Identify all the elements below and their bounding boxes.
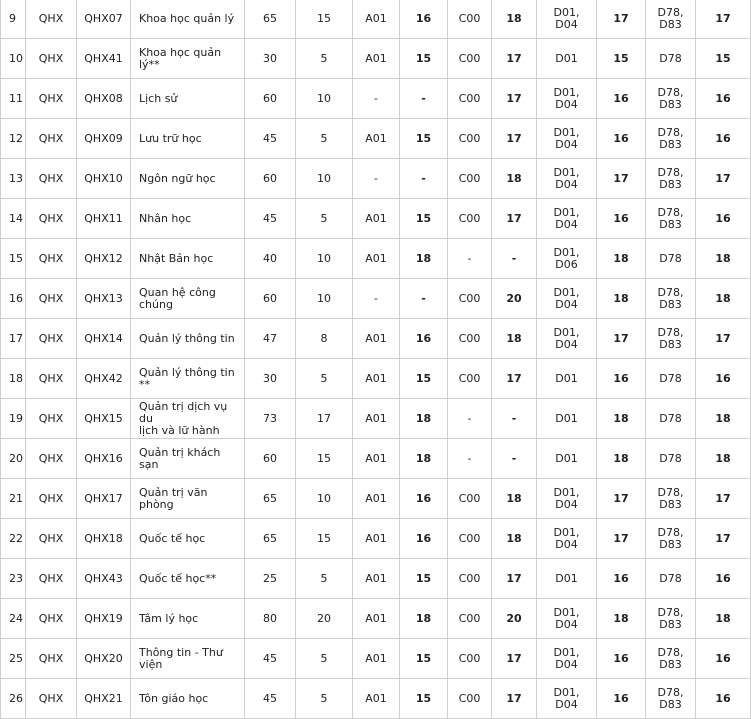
score-2-cell: 18 xyxy=(492,0,537,39)
table-row xyxy=(1,119,751,159)
table-row xyxy=(1,599,751,639)
subject-group-4-cell: D78, D83 xyxy=(646,199,696,239)
subject-group-1-cell: A01 xyxy=(353,679,400,719)
score-1-cell: 16 xyxy=(400,319,448,359)
exam-quota-cell: 5 xyxy=(296,359,353,399)
school-code-cell: QHX xyxy=(26,199,77,239)
table-row xyxy=(1,679,751,719)
score-4-cell: 16 xyxy=(696,199,751,239)
score-1-cell: 15 xyxy=(400,559,448,599)
row-number-cell: 20 xyxy=(1,439,26,479)
score-3-cell: 18 xyxy=(597,279,646,319)
subject-group-3-cell: D01, D04 xyxy=(537,0,597,39)
total-quota-cell: 60 xyxy=(245,79,296,119)
school-code-cell: QHX xyxy=(26,0,77,39)
score-3-cell: 16 xyxy=(597,359,646,399)
row-number-cell: 12 xyxy=(1,119,26,159)
subject-group-3-cell: D01 xyxy=(537,559,597,599)
subject-group-3-cell: D01 xyxy=(537,39,597,79)
subject-group-2-cell: C00 xyxy=(448,39,492,79)
row-number-cell: 25 xyxy=(1,639,26,679)
program-code-cell: QHX42 xyxy=(77,359,131,399)
score-1-cell: 18 xyxy=(400,599,448,639)
subject-group-4-cell: D78, D83 xyxy=(646,679,696,719)
subject-group-2-cell: C00 xyxy=(448,479,492,519)
score-4-cell: 17 xyxy=(696,0,751,39)
score-2-cell: 17 xyxy=(492,359,537,399)
program-name-cell: Khoa học quản lý** xyxy=(131,39,245,79)
subject-group-2-cell: C00 xyxy=(448,599,492,639)
subject-group-3-cell: D01, D04 xyxy=(537,519,597,559)
subject-group-4-cell: D78, D83 xyxy=(646,519,696,559)
score-1-cell: 15 xyxy=(400,639,448,679)
subject-group-4-cell: D78, D83 xyxy=(646,639,696,679)
table-row xyxy=(1,79,751,119)
program-code-cell: QHX41 xyxy=(77,39,131,79)
program-code-cell: QHX09 xyxy=(77,119,131,159)
table-row xyxy=(1,359,751,399)
score-1-cell: 15 xyxy=(400,359,448,399)
school-code-cell: QHX xyxy=(26,559,77,599)
total-quota-cell: 80 xyxy=(245,599,296,639)
score-3-cell: 17 xyxy=(597,519,646,559)
score-1-cell: 18 xyxy=(400,239,448,279)
exam-quota-cell: 15 xyxy=(296,519,353,559)
score-1-cell: 15 xyxy=(400,119,448,159)
program-code-cell: QHX19 xyxy=(77,599,131,639)
score-4-cell: 16 xyxy=(696,359,751,399)
program-code-cell: QHX08 xyxy=(77,79,131,119)
total-quota-cell: 65 xyxy=(245,479,296,519)
subject-group-1-cell: A01 xyxy=(353,0,400,39)
score-2-cell: 17 xyxy=(492,39,537,79)
school-code-cell: QHX xyxy=(26,639,77,679)
program-code-cell: QHX15 xyxy=(77,399,131,439)
score-4-cell: 17 xyxy=(696,319,751,359)
total-quota-cell: 40 xyxy=(245,239,296,279)
score-4-cell: 18 xyxy=(696,279,751,319)
row-number-cell: 22 xyxy=(1,519,26,559)
program-name-cell: Nhật Bản học xyxy=(131,239,245,279)
subject-group-3-cell: D01, D04 xyxy=(537,119,597,159)
subject-group-1-cell: A01 xyxy=(353,239,400,279)
score-3-cell: 18 xyxy=(597,599,646,639)
program-name-cell: Quốc tế học xyxy=(131,519,245,559)
total-quota-cell: 60 xyxy=(245,159,296,199)
score-1-cell: 15 xyxy=(400,199,448,239)
row-number-cell: 16 xyxy=(1,279,26,319)
row-number-cell: 24 xyxy=(1,599,26,639)
score-4-cell: 18 xyxy=(696,599,751,639)
program-code-cell: QHX10 xyxy=(77,159,131,199)
program-code-cell: QHX21 xyxy=(77,679,131,719)
subject-group-4-cell: D78 xyxy=(646,439,696,479)
table-row xyxy=(1,399,751,439)
subject-group-2-cell: C00 xyxy=(448,119,492,159)
score-1-cell: 15 xyxy=(400,39,448,79)
subject-group-2-cell: - xyxy=(448,399,492,439)
subject-group-4-cell: D78, D83 xyxy=(646,479,696,519)
score-3-cell: 17 xyxy=(597,479,646,519)
score-3-cell: 16 xyxy=(597,639,646,679)
table-body xyxy=(1,0,751,719)
program-code-cell: QHX12 xyxy=(77,239,131,279)
subject-group-2-cell: C00 xyxy=(448,639,492,679)
score-3-cell: 18 xyxy=(597,399,646,439)
subject-group-1-cell: A01 xyxy=(353,519,400,559)
row-number-cell: 13 xyxy=(1,159,26,199)
score-4-cell: 16 xyxy=(696,79,751,119)
school-code-cell: QHX xyxy=(26,399,77,439)
score-3-cell: 17 xyxy=(597,319,646,359)
program-name-cell: Ngôn ngữ học xyxy=(131,159,245,199)
exam-quota-cell: 5 xyxy=(296,119,353,159)
exam-quota-cell: 15 xyxy=(296,439,353,479)
subject-group-3-cell: D01, D04 xyxy=(537,79,597,119)
table-row xyxy=(1,199,751,239)
table-row xyxy=(1,239,751,279)
table-row xyxy=(1,279,751,319)
school-code-cell: QHX xyxy=(26,519,77,559)
total-quota-cell: 60 xyxy=(245,279,296,319)
program-name-cell: Quản lý thông tin xyxy=(131,319,245,359)
program-code-cell: QHX11 xyxy=(77,199,131,239)
subject-group-1-cell: - xyxy=(353,79,400,119)
subject-group-3-cell: D01, D04 xyxy=(537,279,597,319)
subject-group-1-cell: - xyxy=(353,279,400,319)
exam-quota-cell: 5 xyxy=(296,39,353,79)
subject-group-3-cell: D01, D04 xyxy=(537,639,597,679)
score-4-cell: 17 xyxy=(696,159,751,199)
school-code-cell: QHX xyxy=(26,119,77,159)
total-quota-cell: 65 xyxy=(245,0,296,39)
score-3-cell: 15 xyxy=(597,39,646,79)
score-3-cell: 16 xyxy=(597,199,646,239)
subject-group-2-cell: C00 xyxy=(448,519,492,559)
row-number-cell: 10 xyxy=(1,39,26,79)
score-1-cell: - xyxy=(400,279,448,319)
table-row xyxy=(1,559,751,599)
subject-group-2-cell: C00 xyxy=(448,159,492,199)
program-name-cell: Lưu trữ học xyxy=(131,119,245,159)
exam-quota-cell: 5 xyxy=(296,639,353,679)
subject-group-3-cell: D01, D04 xyxy=(537,479,597,519)
score-4-cell: 15 xyxy=(696,39,751,79)
table-row xyxy=(1,39,751,79)
score-4-cell: 16 xyxy=(696,119,751,159)
score-2-cell: 17 xyxy=(492,79,537,119)
row-number-cell: 14 xyxy=(1,199,26,239)
score-2-cell: 17 xyxy=(492,119,537,159)
program-name-cell: Quản trị văn phòng xyxy=(131,479,245,519)
exam-quota-cell: 5 xyxy=(296,559,353,599)
score-4-cell: 16 xyxy=(696,559,751,599)
school-code-cell: QHX xyxy=(26,599,77,639)
program-code-cell: QHX20 xyxy=(77,639,131,679)
exam-quota-cell: 10 xyxy=(296,479,353,519)
total-quota-cell: 25 xyxy=(245,559,296,599)
score-3-cell: 16 xyxy=(597,79,646,119)
program-code-cell: QHX14 xyxy=(77,319,131,359)
score-2-cell: 17 xyxy=(492,199,537,239)
row-number-cell: 15 xyxy=(1,239,26,279)
program-code-cell: QHX13 xyxy=(77,279,131,319)
exam-quota-cell: 10 xyxy=(296,159,353,199)
score-1-cell: 16 xyxy=(400,0,448,39)
score-2-cell: 18 xyxy=(492,319,537,359)
subject-group-4-cell: D78, D83 xyxy=(646,159,696,199)
total-quota-cell: 73 xyxy=(245,399,296,439)
row-number-cell: 21 xyxy=(1,479,26,519)
subject-group-3-cell: D01, D04 xyxy=(537,159,597,199)
subject-group-1-cell: A01 xyxy=(353,399,400,439)
exam-quota-cell: 5 xyxy=(296,679,353,719)
exam-quota-cell: 15 xyxy=(296,0,353,39)
subject-group-2-cell: C00 xyxy=(448,319,492,359)
row-number-cell: 9 xyxy=(1,0,26,39)
school-code-cell: QHX xyxy=(26,79,77,119)
score-1-cell: - xyxy=(400,159,448,199)
exam-quota-cell: 10 xyxy=(296,239,353,279)
score-2-cell: - xyxy=(492,399,537,439)
score-4-cell: 18 xyxy=(696,439,751,479)
subject-group-3-cell: D01, D04 xyxy=(537,319,597,359)
program-code-cell: QHX07 xyxy=(77,0,131,39)
table-row xyxy=(1,319,751,359)
school-code-cell: QHX xyxy=(26,479,77,519)
subject-group-4-cell: D78, D83 xyxy=(646,119,696,159)
subject-group-2-cell: C00 xyxy=(448,0,492,39)
table-row xyxy=(1,479,751,519)
program-name-cell: Tôn giáo học xyxy=(131,679,245,719)
subject-group-1-cell: A01 xyxy=(353,39,400,79)
school-code-cell: QHX xyxy=(26,159,77,199)
program-name-cell: Quốc tế học** xyxy=(131,559,245,599)
row-number-cell: 18 xyxy=(1,359,26,399)
school-code-cell: QHX xyxy=(26,39,77,79)
total-quota-cell: 45 xyxy=(245,119,296,159)
subject-group-1-cell: A01 xyxy=(353,479,400,519)
score-1-cell: 15 xyxy=(400,679,448,719)
score-4-cell: 18 xyxy=(696,399,751,439)
subject-group-2-cell: C00 xyxy=(448,359,492,399)
score-3-cell: 16 xyxy=(597,679,646,719)
subject-group-1-cell: A01 xyxy=(353,559,400,599)
row-number-cell: 11 xyxy=(1,79,26,119)
score-4-cell: 18 xyxy=(696,239,751,279)
program-code-cell: QHX16 xyxy=(77,439,131,479)
score-4-cell: 16 xyxy=(696,679,751,719)
row-number-cell: 17 xyxy=(1,319,26,359)
total-quota-cell: 65 xyxy=(245,519,296,559)
score-1-cell: 18 xyxy=(400,439,448,479)
total-quota-cell: 45 xyxy=(245,679,296,719)
score-2-cell: 18 xyxy=(492,159,537,199)
school-code-cell: QHX xyxy=(26,239,77,279)
score-1-cell: 16 xyxy=(400,479,448,519)
score-2-cell: 17 xyxy=(492,639,537,679)
subject-group-4-cell: D78 xyxy=(646,399,696,439)
total-quota-cell: 30 xyxy=(245,359,296,399)
subject-group-2-cell: C00 xyxy=(448,79,492,119)
school-code-cell: QHX xyxy=(26,439,77,479)
program-name-cell: Quan hệ công chúng xyxy=(131,279,245,319)
subject-group-2-cell: - xyxy=(448,239,492,279)
total-quota-cell: 47 xyxy=(245,319,296,359)
subject-group-3-cell: D01 xyxy=(537,399,597,439)
table-row xyxy=(1,159,751,199)
subject-group-1-cell: A01 xyxy=(353,599,400,639)
exam-quota-cell: 17 xyxy=(296,399,353,439)
subject-group-1-cell: A01 xyxy=(353,639,400,679)
total-quota-cell: 45 xyxy=(245,639,296,679)
subject-group-1-cell: - xyxy=(353,159,400,199)
subject-group-3-cell: D01 xyxy=(537,439,597,479)
subject-group-2-cell: C00 xyxy=(448,199,492,239)
exam-quota-cell: 8 xyxy=(296,319,353,359)
table-row xyxy=(1,519,751,559)
score-1-cell: - xyxy=(400,79,448,119)
subject-group-3-cell: D01, D04 xyxy=(537,599,597,639)
program-name-cell: Nhân học xyxy=(131,199,245,239)
program-code-cell: QHX18 xyxy=(77,519,131,559)
score-3-cell: 17 xyxy=(597,159,646,199)
subject-group-4-cell: D78, D83 xyxy=(646,599,696,639)
score-1-cell: 16 xyxy=(400,519,448,559)
score-3-cell: 16 xyxy=(597,559,646,599)
school-code-cell: QHX xyxy=(26,679,77,719)
program-name-cell: Tâm lý học xyxy=(131,599,245,639)
subject-group-4-cell: D78 xyxy=(646,559,696,599)
school-code-cell: QHX xyxy=(26,279,77,319)
subject-group-4-cell: D78 xyxy=(646,39,696,79)
row-number-cell: 19 xyxy=(1,399,26,439)
subject-group-3-cell: D01, D04 xyxy=(537,199,597,239)
exam-quota-cell: 5 xyxy=(296,199,353,239)
subject-group-1-cell: A01 xyxy=(353,319,400,359)
subject-group-3-cell: D01 xyxy=(537,359,597,399)
score-2-cell: 20 xyxy=(492,599,537,639)
exam-quota-cell: 20 xyxy=(296,599,353,639)
score-4-cell: 17 xyxy=(696,479,751,519)
subject-group-3-cell: D01, D04 xyxy=(537,679,597,719)
score-4-cell: 17 xyxy=(696,519,751,559)
total-quota-cell: 45 xyxy=(245,199,296,239)
subject-group-2-cell: C00 xyxy=(448,279,492,319)
subject-group-1-cell: A01 xyxy=(353,439,400,479)
school-code-cell: QHX xyxy=(26,359,77,399)
program-name-cell: Lịch sử xyxy=(131,79,245,119)
score-2-cell: 17 xyxy=(492,559,537,599)
score-3-cell: 18 xyxy=(597,439,646,479)
subject-group-4-cell: D78 xyxy=(646,359,696,399)
score-3-cell: 18 xyxy=(597,239,646,279)
row-number-cell: 23 xyxy=(1,559,26,599)
subject-group-4-cell: D78, D83 xyxy=(646,279,696,319)
program-name-cell: Quản trị khách sạn xyxy=(131,439,245,479)
score-4-cell: 16 xyxy=(696,639,751,679)
program-code-cell: QHX17 xyxy=(77,479,131,519)
program-code-cell: QHX43 xyxy=(77,559,131,599)
subject-group-4-cell: D78, D83 xyxy=(646,0,696,39)
score-3-cell: 16 xyxy=(597,119,646,159)
total-quota-cell: 60 xyxy=(245,439,296,479)
subject-group-4-cell: D78, D83 xyxy=(646,319,696,359)
score-2-cell: 20 xyxy=(492,279,537,319)
score-3-cell: 17 xyxy=(597,0,646,39)
program-name-cell: Khoa học quản lý xyxy=(131,0,245,39)
subject-group-1-cell: A01 xyxy=(353,359,400,399)
subject-group-1-cell: A01 xyxy=(353,119,400,159)
row-number-cell: 26 xyxy=(1,679,26,719)
exam-quota-cell: 10 xyxy=(296,79,353,119)
table-row xyxy=(1,639,751,679)
school-code-cell: QHX xyxy=(26,319,77,359)
program-name-cell: Thông tin - Thư viện xyxy=(131,639,245,679)
program-name-cell: Quản trị dịch vụ du lịch và lữ hành xyxy=(131,399,245,439)
subject-group-4-cell: D78 xyxy=(646,239,696,279)
table-row xyxy=(1,439,751,479)
score-2-cell: - xyxy=(492,239,537,279)
subject-group-2-cell: C00 xyxy=(448,679,492,719)
table-row xyxy=(1,0,751,39)
score-2-cell: 17 xyxy=(492,679,537,719)
subject-group-3-cell: D01, D06 xyxy=(537,239,597,279)
subject-group-1-cell: A01 xyxy=(353,199,400,239)
exam-quota-cell: 10 xyxy=(296,279,353,319)
score-1-cell: 18 xyxy=(400,399,448,439)
score-2-cell: 18 xyxy=(492,479,537,519)
score-2-cell: 18 xyxy=(492,519,537,559)
subject-group-2-cell: C00 xyxy=(448,559,492,599)
subject-group-4-cell: D78, D83 xyxy=(646,79,696,119)
subject-group-2-cell: - xyxy=(448,439,492,479)
score-2-cell: - xyxy=(492,439,537,479)
total-quota-cell: 30 xyxy=(245,39,296,79)
program-name-cell: Quản lý thông tin ** xyxy=(131,359,245,399)
